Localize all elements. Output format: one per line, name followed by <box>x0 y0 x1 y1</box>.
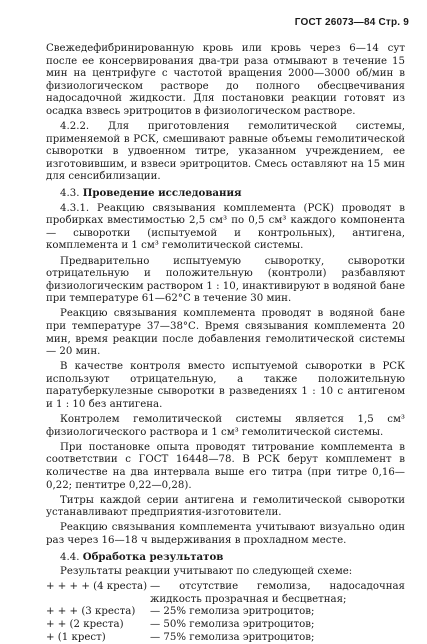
scheme-description: — 50% гемолиза эритроцитов; <box>150 619 315 631</box>
scheme-row <box>46 632 405 644</box>
scheme-row <box>46 606 405 619</box>
section-heading-4-3 <box>46 187 405 201</box>
scheme-symbol: + + + + (4 креста) <box>46 581 148 593</box>
scheme-symbol: + (1 крест) <box>46 631 106 643</box>
paragraph: 4.2.2. Для приготовления гемолитической системы, применяемой в РСК, смешивают равные объемы гемолитической сыворотки в удвоенном титре, указанном учреждением, ее изготовившим, и взвеси эритроцитов. Смесь оставляют на 15 мин для сенсибилизации. <box>46 121 405 183</box>
paragraph: В качестве контроля вместо испытуемой сыворотки в РСК используют отрицательную, а также положительную паратуберкулезные сыворотки в разведениях 1 : 10 с антигеном и 1 : 10 без антигена. <box>46 361 405 411</box>
scheme-symbol: + + (2 креста) <box>46 619 124 631</box>
paragraph: Контролем гемолитической системы является 1,5 см³ физиологического раствора и 1 см³ гемолитической системы. <box>46 414 405 438</box>
scheme-row <box>46 619 405 632</box>
page-header: ГОСТ 26073—84 Стр. 9 <box>294 17 409 28</box>
paragraph: Реакцию связывания комплемента учитывают визуально один раз через 16—18 ч выдерживания в прохладном месте. <box>46 522 405 546</box>
section-title: Проведение исследования <box>82 187 242 200</box>
scheme-row <box>46 581 405 606</box>
scheme-symbol: + + + (3 креста) <box>46 606 136 618</box>
document-body <box>46 43 405 644</box>
result-scheme <box>46 581 405 644</box>
scheme-description: — 25% гемолиза эритроцитов; <box>150 606 315 618</box>
scheme-description: — 75% гемолиза эритроцитов; <box>150 631 315 643</box>
section-number: 4.3. <box>60 188 80 200</box>
paragraph: 4.3.1. Реакцию связывания комплемента (РСК) проводят в пробирках вместимостью 2,5 см³ по 0,5 см³ каждого компонента — сыворотки (испытуемой и контрольных), антигена, комплемента и 1 см³ гемолитической системы. <box>46 202 405 252</box>
paragraph: Реакцию связывания комплемента проводят в водяной бане при температуре 37—38°С. Время связывания комплемента 20 мин, время реакции после добавления гемолитической системы — 20 мин. <box>46 308 405 358</box>
scheme-description: — отсутствие гемолиза, надосадочная жидкость прозрачная и бесцветная; <box>150 581 405 605</box>
paragraph: Предварительно испытуемую сыворотку, сыворотки отрицательную и положительную (контроли) разбавляют физиологическим раствором 1 : 10, инактивируют в водяной бане при температуре 61—62°С в течение 30 мин. <box>46 255 405 305</box>
paragraph: Титры каждой серии антигена и гемолитической сыворотки устанавливают предприятия-изготовители. <box>46 494 405 519</box>
paragraph: При постановке опыта проводят титрование комплемента в соответствии с ГОСТ 16448—78. В РСК берут комплемент в количестве на два интервала выше его титра (при титре 0,16—0,22; пентитре 0,22—0,28). <box>46 441 405 491</box>
section-heading-4-4 <box>46 551 405 565</box>
section-title: Обработка результатов <box>82 550 224 563</box>
section-number: 4.4. <box>60 551 80 563</box>
paragraph: Свежедефибринированную кровь или кровь через 6—14 сут после ее консервирования два-три раза отмывают в течение 15 мин на центрифуге с частотой вращения 2000—3000 об/мин в физиологическом растворе до полного обесцвечивания надосадочной жидкости. Для постановки реакции готовят из осадка взвесь эритроцитов в физиологическом растворе. <box>46 43 405 117</box>
scheme-intro: Результаты реакции учитывают по следующей схеме: <box>60 566 353 578</box>
